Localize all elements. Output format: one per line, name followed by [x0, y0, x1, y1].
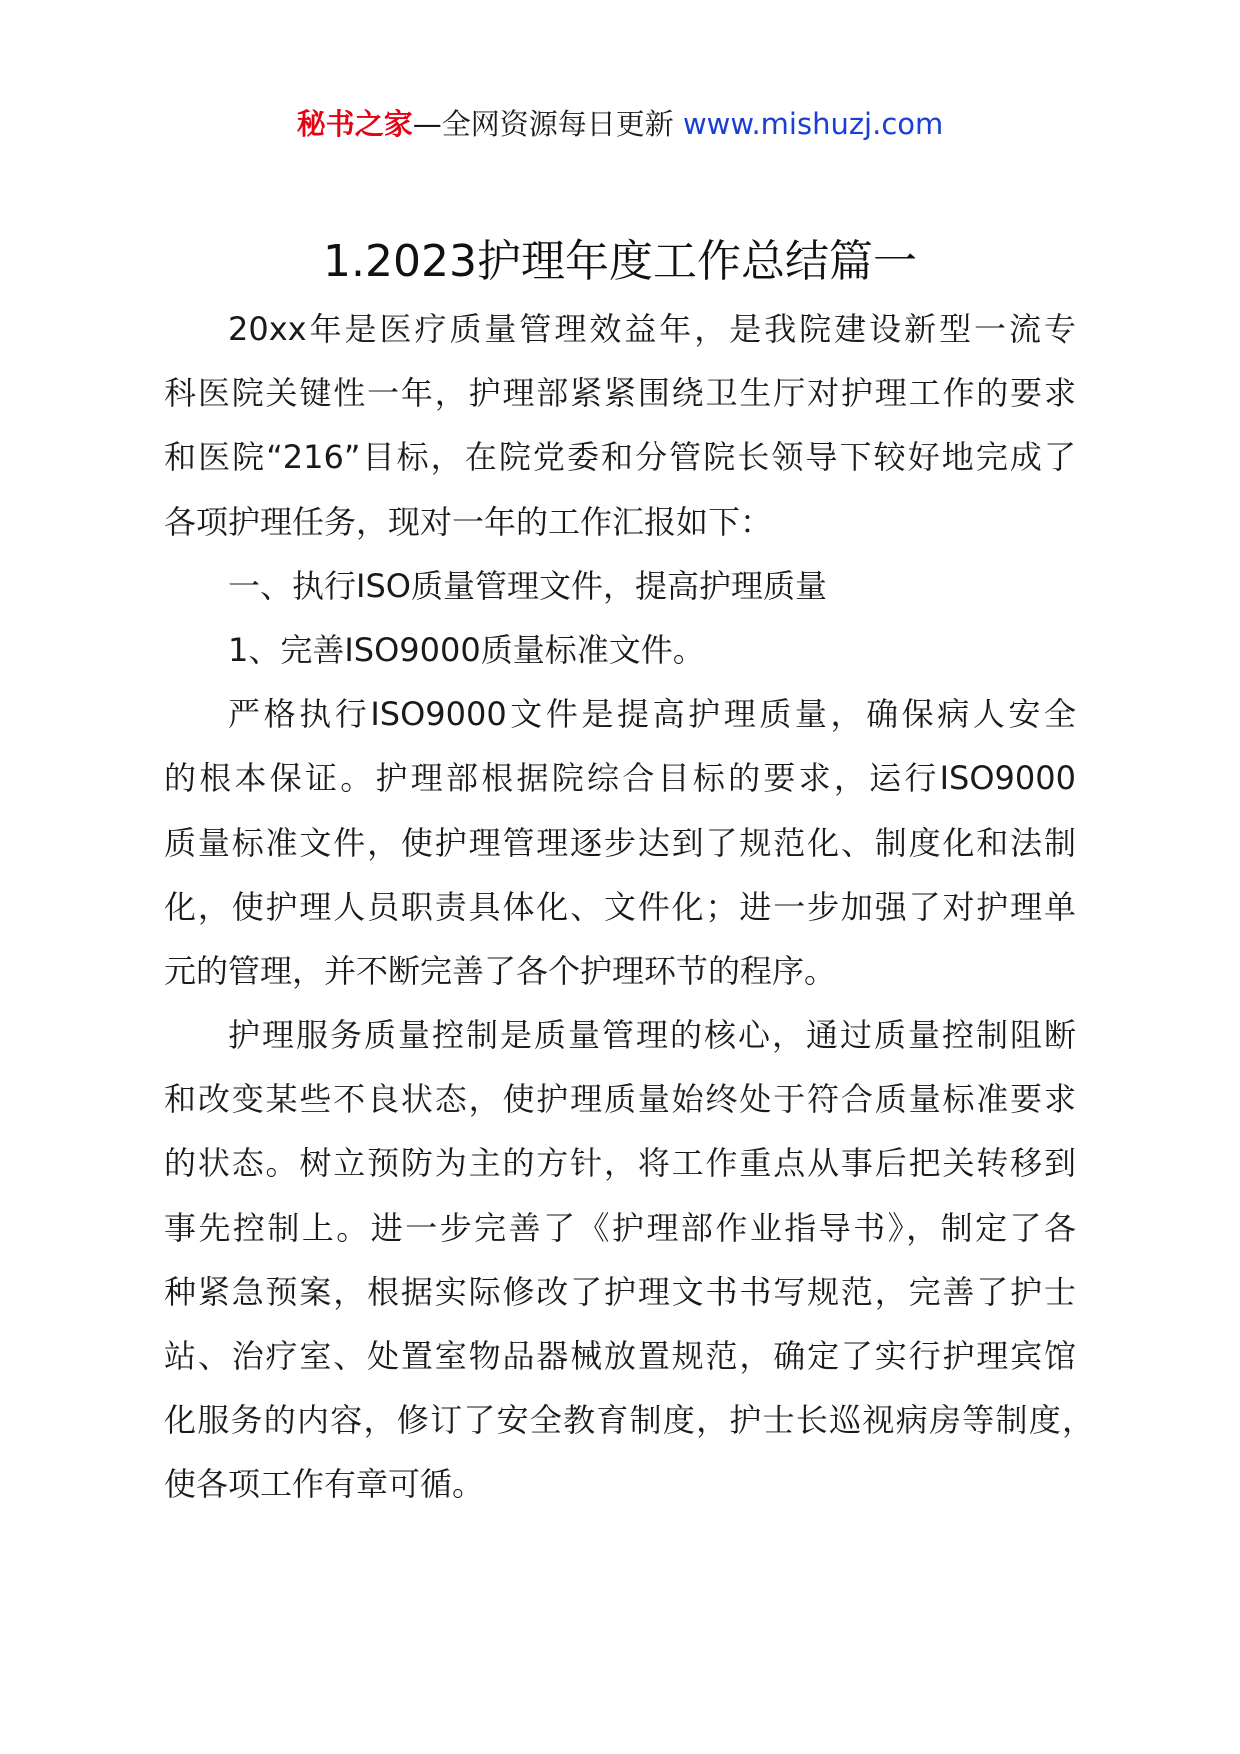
paragraph-iso-line: 的根本保证。护理部根据院综合目标的要求，运行ISO9000	[164, 759, 1076, 798]
paragraph-iso-line: 严格执行ISO9000文件是提高护理质量，确保病人安全	[228, 695, 1076, 734]
paragraph-quality-line: 种紧急预案，根据实际修改了护理文书书写规范，完善了护士	[164, 1272, 1076, 1311]
site-brand: 秘书之家	[296, 107, 413, 141]
paragraph-quality-line: 使各项工作有章可循。	[164, 1465, 485, 1504]
site-url-link[interactable]: www.mishuzj.com	[682, 107, 944, 141]
paragraph-iso-line: 元的管理，并不断完善了各个护理环节的程序。	[164, 951, 837, 990]
site-tagline: —全网资源每日更新	[412, 107, 683, 141]
subsection-heading: 1、完善ISO9000质量标准文件。	[228, 630, 705, 669]
section-heading: 一、执行ISO质量管理文件，提高护理质量	[228, 566, 827, 605]
paragraph-quality-line: 和改变某些不良状态，使护理质量始终处于符合质量标准要求	[164, 1080, 1076, 1119]
paragraph-intro-line: 20xx年是医疗质量管理效益年，是我院建设新型一流专	[228, 310, 1076, 348]
paragraph-quality-line: 站、治疗室、处置室物品器械放置规范，确定了实行护理宾馆	[164, 1337, 1076, 1375]
paragraph-quality-line: 的状态。树立预防为主的方针，将工作重点从事后把关转移到	[164, 1144, 1076, 1183]
paragraph-iso-line: 质量标准文件，使护理管理逐步达到了规范化、制度化和法制	[164, 823, 1076, 862]
document-body	[164, 297, 1094, 1517]
site-header	[0, 104, 1240, 144]
paragraph-quality-line: 护理服务质量控制是质量管理的核心，通过质量控制阻断	[228, 1016, 1076, 1055]
paragraph-intro-line: 科医院关键性一年，护理部紧紧围绕卫生厅对护理工作的要求	[164, 374, 1076, 413]
paragraph-intro-line: 各项护理任务，现对一年的工作汇报如下：	[164, 502, 773, 541]
paragraph-quality-line: 事先控制上。进一步完善了《护理部作业指导书》，制定了各	[164, 1208, 1076, 1247]
paragraph-iso-line: 化，使护理人员职责具体化、文件化；进一步加强了对护理单	[164, 887, 1076, 926]
paragraph-quality-line: 化服务的内容，修订了安全教育制度，护士长巡视病房等制度，	[164, 1401, 1094, 1440]
document-title: 1.2023护理年度工作总结篇一	[323, 236, 917, 287]
paragraph-intro-line: 和医院“216”目标，在院党委和分管院长领导下较好地完成了	[164, 438, 1076, 477]
